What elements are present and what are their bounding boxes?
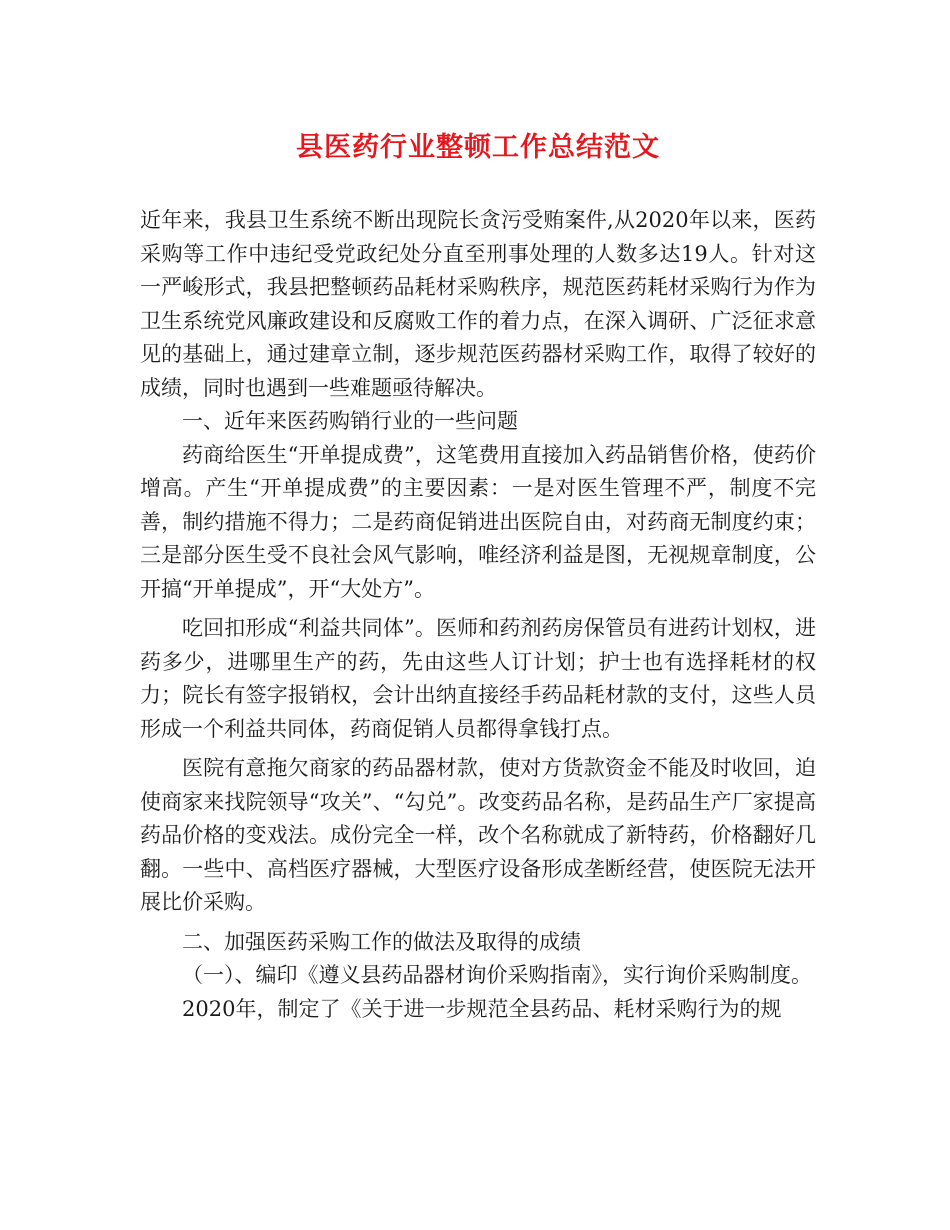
paragraph-arrears: 医院有意拖欠商家的药品器材款，使对方货款资金不能及时收回，迫使商家来找院领导“攻关”、“勾兑”。改变药品名称，是药品生产厂家提高药品价格的变戏法。成份完全一样，改个名称就成了新特药，价格翻好几翻。一些中、高档医疗器械，大型医疗设备形成垄断经营，使医院无法开展比价采购。 xyxy=(140,756,816,914)
section-heading-2: 二、加强医药采购工作的做法及取得的成绩 xyxy=(182,929,581,954)
paragraph-kickback-fees: 药商给医生“开单提成费”，这笔费用直接加入药品销售价格，使药价增高。产生“开单提成费”的主要因素：一是对医生管理不严，制度不完善，制约措施不得力；二是药商促销进出医院自由，对药商无制度约束；三是部分医生受不良社会风气影响，唯经济利益是图，无视规章制度，公开搞“开单提成”，开“大处方”。 xyxy=(140,442,816,601)
section-heading-1: 一、近年来医药购销行业的一些问题 xyxy=(182,409,518,433)
document-page xyxy=(140,120,816,1026)
paragraph-interest-group: 吃回扣形成“利益共同体”。医师和药剂药房保管员有进药计划权，进药多少，进哪里生产的药，先由这些人订计划；护士也有选择耗材的权力；院长有签字报销权，会计出纳直接经手药品耗材款的支付，这些人员形成一个利益共同体，药商促销人员都得拿钱打点。 xyxy=(140,616,816,741)
paragraph-2020-regulation: 2020年，制定了《关于进一步规范全县药品、耗材采购行为的规 xyxy=(182,996,782,1021)
document-title: 县医药行业整顿工作总结范文 xyxy=(296,132,660,163)
paragraph-intro: 近年来，我县卫生系统不断出现院长贪污受贿案件,从2020年以来，医药采购等工作中违纪受党政纪处分直至刑事处理的人数多达19人。针对这一严峻形式，我县把整顿药品耗材采购秩序，规范医药耗材采购行为作为卫生系统党风廉政建设和反腐败工作的着力点，在深入调研、广泛征求意见的基础上，通过建章立制，逐步规范医药器材采购工作，取得了较好的成绩，同时也遇到一些难题亟待解决。 xyxy=(140,208,816,400)
subsection-heading-1: （一）、编印《遵义县药品器材询价采购指南》，实行询价采购制度。 xyxy=(182,963,812,987)
